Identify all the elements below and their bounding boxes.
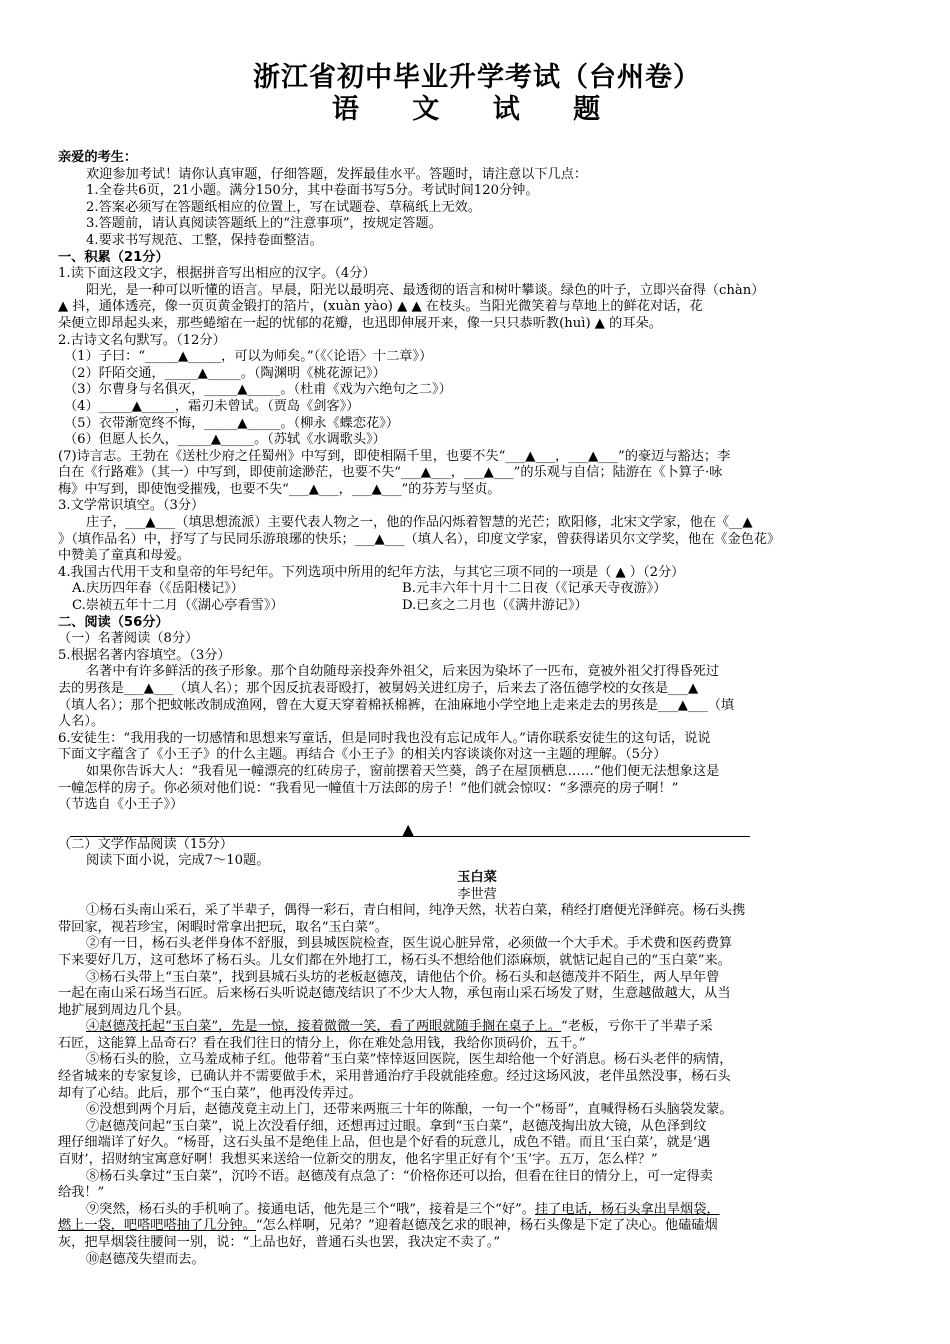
question-text: 4.我国古代用干支和皇帝的年号纪年。下列选项中所用的纪年方法，与其它三项不同的一项是（ ▲ ）（2分） (58, 564, 685, 580)
option-b: B.元丰六年十月十二日夜（《记承天寺夜游》） (402, 581, 667, 597)
page-title: 浙江省初中毕业升学考试（台州卷） (253, 62, 701, 93)
greeting: 亲爱的考生： (58, 150, 138, 165)
passage-source: （节选自《小王子》） (58, 797, 184, 813)
question-text: 3.文学常识填空。（3分） (58, 498, 205, 514)
story-author: 李世营 (457, 886, 497, 902)
story-line: 百财’，招财纳宝寓意好啊！我想买来送给一位新交的朋友，他名字里正好有个‘玉’字。五万，怎么样？” (58, 1152, 658, 1168)
story-line: ⑦赵德茂问起“玉白菜”，说上次没看仔细，还想再过过眼。拿到“玉白菜”，赵德茂掏出放大镜，从色泽到纹 (86, 1118, 707, 1134)
question-item: （1）子曰：“_____▲_____，可以为师矣。”（《〈论语〉十二章》） (64, 349, 433, 365)
underlined-sentence: 燃上一袋，吧嗒吧嗒抽了几分钟。 (58, 1218, 256, 1234)
story-line: ⑨突然，杨石头的手机响了。接通电话，他先是三个“哦”，接着是三个“好”。挂了电话，杨石头拿出旱烟袋， (86, 1201, 720, 1217)
story-line: ⑤杨石头的脸，立马羞成柿子红。他带着“玉白菜”悻悻返回医院，医生却给他一个好消息。杨石头老伴的病情， (86, 1052, 733, 1068)
instruction-line: 1.全卷共6页，21小题。满分150分，其中卷面书写5分。考试时间120分钟。 (86, 183, 539, 199)
story-line: 经省城来的专家复诊，已确认并不需要做手术，采用普通治疗手段就能痊愈。经过这场风波，老伴虽然没事，杨石头 (58, 1069, 731, 1085)
passage-line: 朵便立即昂起头来，那些蜷缩在一起的忧郁的花瓣，也迅即伸展开来，像一只只恭听教(huì) ▲ 的耳朵。 (58, 315, 662, 331)
question-item: 梅》中写到，即使饱受摧残，也要不失“___▲___，___▲___”的芬芳与坚贞。 (58, 481, 501, 497)
question-item: （2）阡陌交通，_____▲_____。（陶渊明《桃花源记》） (64, 365, 386, 381)
story-line: ⑥没想到两个月后，赵德茂竟主动上门，还带来两瓶三十年的陈酿，一句一个“杨哥”，直喊得杨石头脑袋发蒙。 (86, 1102, 733, 1118)
underlined-sentence: 挂了电话，杨石头拿出旱烟袋， (534, 1201, 720, 1217)
passage-line: 人名）。 (58, 714, 105, 730)
story-line: 理仔细端详了好久。“杨哥，这石头虽不是绝佳上品，但也是个好看的玩意儿，成色不错。而且‘玉白菜’，就是‘遇 (58, 1135, 711, 1151)
passage-line: 如果你告诉大人：“我看见一幢漂亮的红砖房子，窗前摆着天竺葵，鸽子在屋顶栖息……”他们便无法想象这是 (86, 763, 720, 779)
question-item: （4）_____▲_____，霜刃未曾试。（贾岛《剑客》） (64, 398, 360, 414)
option-c: C.崇祯五年十二月（《湖心亭看雪》） (72, 598, 284, 614)
section-heading: 二、阅读（56分） (58, 614, 169, 630)
page-subtitle: 语 文 试 题 (331, 94, 623, 125)
instruction-line: 3.答题前，请认真阅读答题纸上的“注意事项”，按规定答题。 (86, 216, 442, 232)
question-item: （5）衣带渐宽终不悔，_____▲_____。（柳永《蝶恋花》） (64, 415, 400, 431)
story-line: ②有一日，杨石头老伴身体不舒服，到县城医院检查，医生说心脏异常，必须做一个大手术。手术费和医药费算 (86, 936, 733, 952)
story-line: 带回家，视若珍宝，闲暇时常拿出把玩，取名“玉白菜”。 (58, 919, 388, 935)
story-line: 给我！” (58, 1185, 105, 1201)
option-row (58, 598, 896, 615)
subsection-heading: （一）名著阅读（8分） (58, 631, 199, 647)
question-text: 2.古诗文名句默写。（12分） (58, 332, 226, 348)
story-line: 燃上一袋，吧嗒吧嗒抽了几分钟。“怎么样啊，兄弟？”迎着赵德茂乞求的眼神，杨石头像是下定了决心。他磕磕烟 (58, 1218, 718, 1234)
question-text: 阅读下面小说，完成7～10题。 (86, 853, 270, 869)
instruction-line: 欢迎参加考试！请你认真审题，仔细答题，发挥最佳水平。答题时，请注意以下几点： (86, 166, 588, 182)
story-line: ③杨石头带上“玉白菜”，找到县城石头坊的老板赵德茂，请他估个价。杨石头和赵德茂并不陌生，两人早年曾 (86, 969, 720, 985)
underlined-sentence: ④赵德茂托起“玉白菜”，先是一惊，接着微微一笑，看了两眼就随手搁在桌子上。 (86, 1019, 562, 1035)
subsection-heading: （二）文学作品阅读（15分） (58, 836, 234, 852)
question-item: (7)诗言志。王勃在《送杜少府之任蜀州》中写到，即使相隔千里，也要不失“___▲___，___▲___”的豪迈与豁达；李 (58, 448, 731, 464)
passage-line: 阳光，是一种可以听懂的语言。早晨，阳光以最明亮、最透彻的语言和树叶攀谈。绿色的叶子，立即兴奋得（chàn） (86, 282, 765, 298)
option-row (58, 581, 896, 598)
question-item: （3）尔曹身与名俱灭，_____▲_____。（杜甫《戏为六绝句之二》） (64, 382, 452, 398)
passage-line: 名著中有许多鲜活的孩子形象。那个自幼随母亲投奔外祖父，后来因为染坏了一匹布，竟被外祖父打得昏死过 (86, 664, 719, 680)
question-text: 6.安徒生：“我用我的一切感情和思想来写童话，但是同时我也没有忘记成年人。”请你联系安徒生的这句话，说说 (58, 730, 711, 746)
option-a: A.庆历四年春（《岳阳楼记》） (72, 581, 244, 597)
story-line: 却有了心结。此后，那个“玉白菜”，他再没传弄过。 (58, 1085, 362, 1101)
instruction-line: 4.要求书写规范、工整，保持卷面整洁。 (86, 232, 323, 248)
question-text: 下面文字蕴含了《小王子》的什么主题。再结合《小王子》的相关内容谈谈你对这一主题的理解。（5分） (58, 747, 667, 763)
exam-page (58, 62, 896, 1268)
instruction-line: 2.答案必须写在答题纸相应的位置上，写在试题卷、草稿纸上无效。 (86, 199, 482, 215)
story-line: ⑩赵德茂失望而去。 (86, 1251, 205, 1267)
story-line: 地扩展到周边几个县。 (58, 1002, 190, 1018)
story-line: ⑧杨石头拿过“玉白菜”，沉吟不语。赵德茂有点急了：“价格你还可以抬，但看在往日的情分上，可一定得卖 (86, 1168, 713, 1184)
passage-line: 去的男孩是___▲___（填人名）；那个因反抗表哥殴打，被舅妈关进红房子，后来去了洛伍德学校的女孩是___▲ (58, 681, 699, 696)
story-line: 一起在南山采石场当石匠。后来杨石头听说赵德茂结识了不少大人物，承包南山采石场发了财，生意越做越大，从当 (58, 986, 731, 1002)
question-item: （6）但愿人长久，_____▲_____。（苏轼《水调歌头》） (64, 432, 386, 448)
question-text: 1.读下面这段文字，根据拼音写出相应的汉字。（4分） (58, 266, 376, 282)
question-item: 中赞美了童真和母爱。 (58, 548, 190, 564)
story-line: 灰，把旱烟袋往腰间一别，说：“上品也好，普通石头也罢，我决定不卖了。” (58, 1235, 501, 1250)
passage-line: 一幢怎样的房子。你必须对他们说：“我看见一幢值十万法郎的房子！”他们就会惊叹：“多漂亮的房子啊！” (58, 780, 679, 796)
passage-line: （填人名）；那个把蚊帐改制成渔网，曾在大夏天穿着棉袄棉裤，在油麻地小学空地上走来走去的男孩是___▲___（填 (58, 697, 735, 713)
story-line: ①杨石头南山采石，采了半辈子，偶得一彩石，青白相间，纯净天然，状若白菜，稍经打磨便光泽鲜亮。杨石头携 (86, 903, 746, 919)
question-item: 白在《行路难》（其一）中写到，即使前途渺茫，也要不失“___▲___，___▲___”的乐观与自信；陆游在《卜算子·咏 (58, 465, 723, 481)
answer-line (70, 818, 750, 837)
question-item: 》（填作品名）中，抒写了与民同乐游琅琊的快乐；___▲___（填人名），印度文学家，曾获得诺贝尔文学奖，他在《金色花》 (58, 531, 781, 547)
passage-line: ▲ 抖，通体透亮，像一页页黄金锻打的箔片，(xuàn yào) ▲ ▲ 在枝头。当阳光微笑着与草地上的鲜花对话，花 (58, 299, 703, 315)
story-title: 玉白菜 (457, 869, 497, 885)
section-heading: 一、积累（21分） (58, 249, 169, 265)
story-line: ④赵德茂托起“玉白菜”，先是一惊，接着微微一笑，看了两眼就随手搁在桌子上。“老板，亏你干了半辈子采 (86, 1019, 713, 1035)
question-text: 5.根据名著内容填空。（3分） (58, 647, 231, 663)
story-line: 石匠，这能算上品奇石？看在我们往日的情分上，你在难处急用钱，我给你顶码价，五千。” (58, 1035, 586, 1051)
option-d: D.已亥之二月也（《满井游记》） (402, 598, 588, 614)
question-item: 庄子，___▲___（填思想流派）主要代表人物之一，他的作品闪烁着智慧的光芒；欧阳修，北宋文学家，他在《__▲ (86, 515, 753, 531)
story-line: 下来要好几万，这可愁坏了杨石头。儿女们都在外地打工，杨石头不想给他们添麻烦，就惦记起自己的“玉白菜”来。 (58, 952, 731, 968)
answer-marker-icon: ▲ (402, 819, 415, 839)
